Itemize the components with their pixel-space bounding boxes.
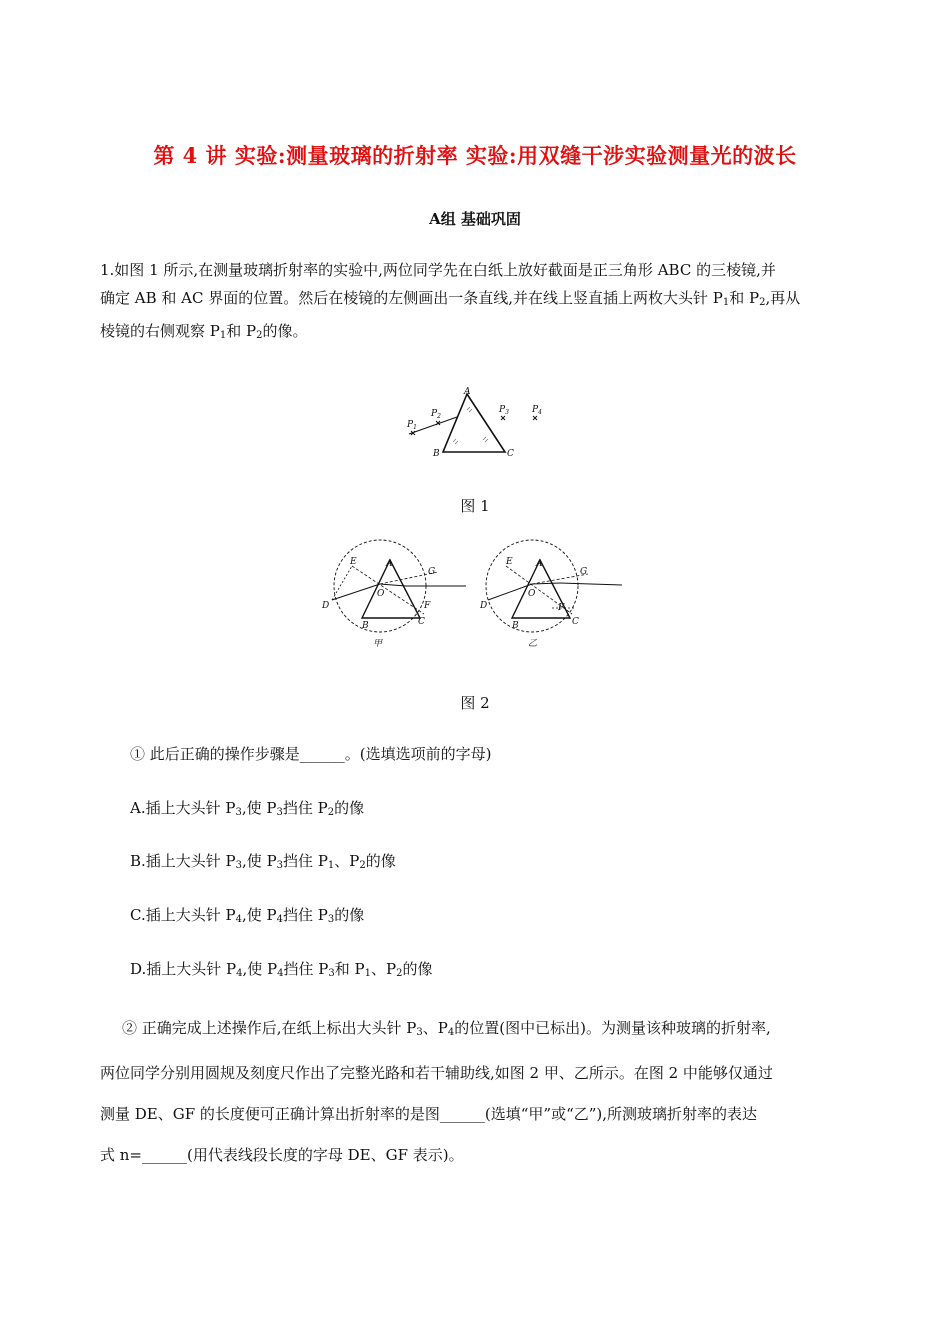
f2r-label-O: O [528,589,536,599]
f2r-label-C: C [572,617,579,627]
f2l-label-C: C [418,617,425,627]
q1-line-1: 1.如图 1 所示,在测量玻璃折射率的实验中,两位同学先在白纸上放好截面是正三角形 ABC 的三棱镜,并 [100,261,776,279]
f2l-label-F: F [424,601,431,611]
option-c: C.插上大头针 $P_4$,使 $P_4$挡住 $P_3$的像 [130,906,365,925]
sub1-prompt: ① 此后正确的操作步骤是______。(选填选项前的字母) [130,745,492,763]
figure-1-prism [395,382,555,462]
incident-ray [332,584,380,600]
f2l-label-O: O [377,589,385,599]
group-heading: A组 基础巩固 [429,210,521,228]
glass-hatching [453,407,488,444]
f2l-label-D: D [322,601,330,611]
f2l-label-B: B [362,621,369,631]
fig1-label-p1: $P_1$ [407,420,417,431]
question-1-stem [100,256,855,350]
fig1-label-A: A [464,387,471,397]
f2r-label-E: E [506,557,513,567]
q1-line-3: 棱镜的右侧观察 $P_1$和 $P_2$的像。 [100,322,308,341]
figure-1-caption: 图 1 [460,497,490,515]
f2l-sub-caption: 甲 [373,639,383,649]
sub2-paragraph [100,1008,855,1176]
option-b: B.插上大头针 $P_3$,使 $P_3$挡住 $P_1$、$P_2$的像 [130,852,396,871]
figure-2-caption: 图 2 [460,694,490,712]
f2r-label-G: G [580,567,588,577]
fig1-label-p2: $P_2$ [431,409,441,420]
sub2-line-4: 式 n=______(用代表线段长度的字母 DE、GF 表示)。 [100,1146,464,1164]
prism-triangle [443,394,505,452]
fig1-label-p3: $P_3$ [499,405,509,416]
f2r-label-F: F [558,603,565,613]
option-a: A.插上大头针 $P_3$,使 $P_3$挡住 $P_2$的像 [130,799,365,818]
refracted-ray [532,583,560,584]
fig1-label-p4: $P_4$ [532,405,542,416]
page-title: 第 4 讲 实验:测量玻璃的折射率 实验:用双缝干涉实验测量光的波长 [153,143,797,168]
sub2-line-2: 两位同学分别用圆规及刻度尺作出了完整光路和若干辅助线,如图 2 甲、乙所示。在图 2 中能够仅通过 [100,1064,773,1082]
fig1-label-C: C [507,449,514,459]
f2r-label-D: D [480,601,488,611]
sub2-line-1: ② 正确完成上述操作后,在纸上标出大头针 $P_3$、$P_4$的位置(图中已标出)。为测量该种玻璃的折射率, [122,1019,771,1038]
f2r-label-A: A [536,559,543,569]
aux-line-de [332,566,352,600]
pin-p3-mark [501,416,505,420]
f2l-label-A: A [386,559,393,569]
figure-2-left [320,538,470,653]
q1-line-2: 确定 AB 和 AC 界面的位置。然后在棱镜的左侧画出一条直线,并在线上竖直插上两枚大头针 $P_1$和 $P_2$,再从 [100,289,801,308]
f2r-label-B: B [512,621,519,631]
f2r-sub-caption: 乙 [528,639,538,649]
sub2-line-3: 测量 DE、GF 的长度便可正确计算出折射率的是图______(选填“甲”或“乙”),所测玻璃折射率的表达 [100,1105,758,1123]
pin-p4-mark [533,416,537,420]
f2l-label-E: E [350,557,357,567]
option-d: D.插上大头针 $P_4$,使 $P_4$挡住 $P_3$和 $P_1$、$P_2$的像 [130,960,433,979]
fig1-label-B: B [433,449,440,459]
incident-ray [488,584,532,600]
f2l-label-G: G [428,567,436,577]
emergent-ray [560,583,622,585]
figure-2-right [480,538,630,653]
